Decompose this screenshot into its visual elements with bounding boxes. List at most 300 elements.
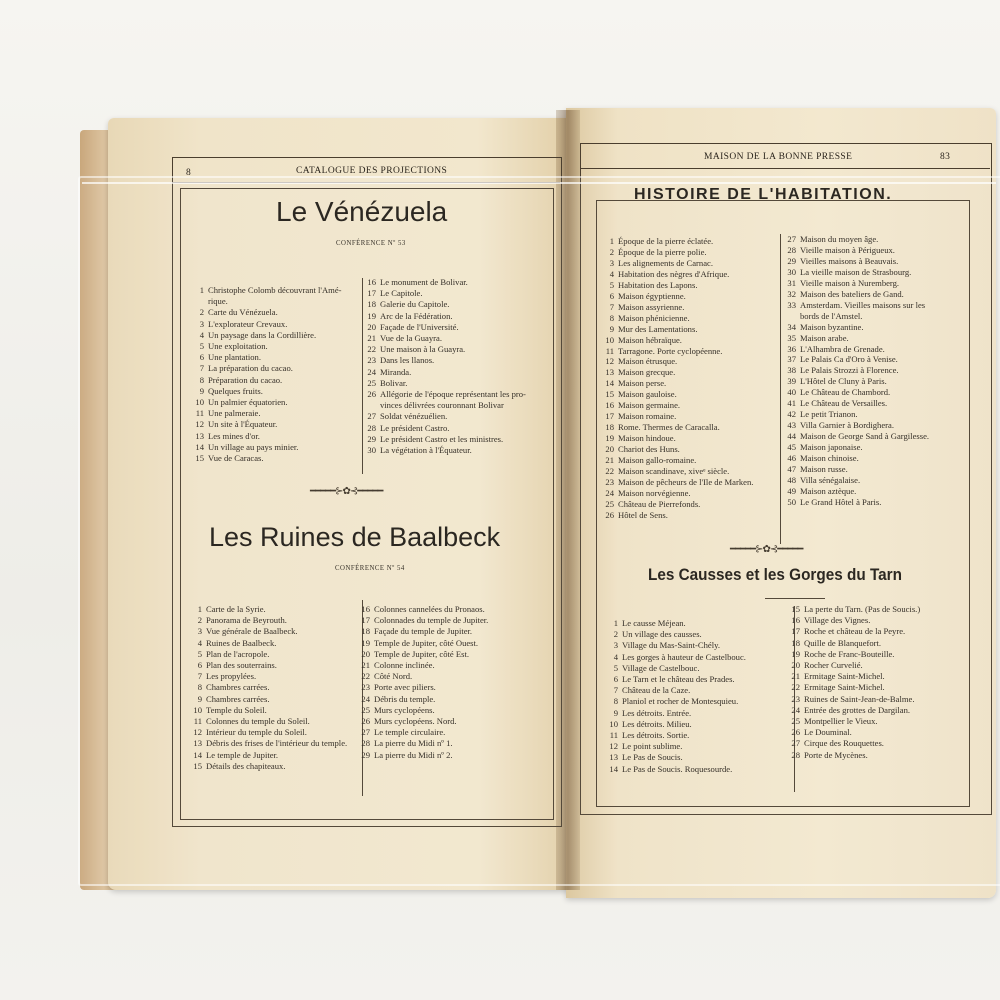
list-item xyxy=(782,267,929,278)
item-text: La préparation du cacao. xyxy=(208,363,293,374)
list-item xyxy=(188,649,347,660)
item-text: Entrée des grottes de Dargilan. xyxy=(804,704,911,715)
item-number: 1 xyxy=(197,604,202,614)
section-title: Les Ruines de Baalbeck xyxy=(209,522,501,552)
item-text: Côté Nord. xyxy=(374,671,413,682)
item-text: Miranda. xyxy=(380,366,412,377)
item-number: 18 xyxy=(605,422,614,433)
list-item xyxy=(356,604,488,615)
item-text: Le président Castro. xyxy=(380,422,450,433)
item-number: 43 xyxy=(787,420,796,431)
list-item xyxy=(782,245,929,256)
item-number: 10 xyxy=(193,704,202,715)
list-item xyxy=(362,434,526,445)
list-item xyxy=(604,685,746,696)
item-number: 22 xyxy=(361,671,370,682)
list-item xyxy=(600,455,753,466)
list-item xyxy=(188,750,347,761)
item-text: Murs cyclopéens. Nord. xyxy=(374,716,457,727)
item-text: Le petit Trianon. xyxy=(800,409,858,420)
item-text: Maison gauloise. xyxy=(618,389,677,400)
list-item xyxy=(600,302,753,313)
item-text: Une maison à la Guayra. xyxy=(380,344,466,355)
list-item xyxy=(362,344,526,355)
item-number: 49 xyxy=(787,485,796,496)
item-number: 25 xyxy=(605,498,614,509)
list-item xyxy=(190,375,342,386)
conference-label: CONFÉRENCE Nº 54 xyxy=(335,565,405,572)
item-text: Maison japonaise. xyxy=(800,442,863,453)
item-text: Plan de l'acropole. xyxy=(206,648,270,659)
item-number: 23 xyxy=(791,693,800,704)
item-text: Maison norvégienne. xyxy=(618,487,691,498)
list-item xyxy=(786,727,920,738)
item-text: Maison chinoise. xyxy=(800,453,859,464)
item-number: 23 xyxy=(361,682,370,693)
left-page-header: CATALOGUE DES PROJECTIONS xyxy=(296,166,448,176)
item-number: 13 xyxy=(193,738,202,749)
item-number: 20 xyxy=(367,321,376,332)
list-item xyxy=(600,313,753,324)
item-number: 1 xyxy=(609,236,614,246)
list-item xyxy=(782,365,929,376)
item-number: 22 xyxy=(367,344,376,355)
list-item xyxy=(600,389,753,400)
item-text: Maison hindoue. xyxy=(618,433,676,444)
item-text: Maison phénicienne. xyxy=(618,312,690,323)
list-item xyxy=(782,409,929,420)
item-text: Chambres carrées. xyxy=(206,682,270,693)
item-text: Vue de la Guayra. xyxy=(380,333,442,344)
list-item xyxy=(604,708,746,719)
title-underline xyxy=(765,598,825,599)
item-text: Arc de la Fédération. xyxy=(380,310,453,321)
list-item xyxy=(600,444,753,455)
item-text: Vue générale de Baalbeck. xyxy=(206,626,298,637)
list-item xyxy=(190,408,342,419)
item-text: Le Tarn et le château des Prades. xyxy=(622,674,735,685)
list-item xyxy=(782,234,929,245)
list-item xyxy=(188,738,347,749)
item-text: Un village des causses. xyxy=(622,629,702,640)
list-item xyxy=(782,344,929,355)
item-text: L'explorateur Crevaux. xyxy=(208,318,288,329)
item-number: 13 xyxy=(609,752,618,763)
list-item xyxy=(604,696,746,707)
item-text: Un paysage dans la Cordillière. xyxy=(208,329,317,340)
item-text: Murs cyclopéens. xyxy=(374,704,435,715)
item-number: 1 xyxy=(613,618,618,628)
list-item xyxy=(782,497,929,508)
list-item xyxy=(190,319,342,330)
list-item xyxy=(188,682,347,693)
item-number: 12 xyxy=(609,741,618,752)
item-text: Maison aztèque. xyxy=(800,485,857,496)
item-number: 19 xyxy=(361,637,370,648)
list-item xyxy=(604,652,746,663)
item-text: Époque de la pierre polie. xyxy=(618,246,707,257)
item-number: 44 xyxy=(787,431,796,442)
section-title: Les Causses et les Gorges du Tarn xyxy=(648,565,902,584)
list-item xyxy=(786,626,920,637)
list-column-tarn-2 xyxy=(786,604,920,761)
item-text: Villa Garnier à Bordighera. xyxy=(800,420,894,431)
item-number: 4 xyxy=(609,268,614,279)
list-item xyxy=(600,422,753,433)
item-text: Le point sublime. xyxy=(622,741,683,752)
item-text: Vieilles maisons à Beauvais. xyxy=(800,255,899,266)
item-text: Planiol et rocher de Montesquieu. xyxy=(622,696,739,707)
item-number: 45 xyxy=(787,442,796,453)
list-item xyxy=(786,660,920,671)
section-ornament: ━━━━━⊱✿⊰━━━━━ xyxy=(310,486,383,497)
item-text: Colonnes du temple du Soleil. xyxy=(206,716,310,727)
item-number: 28 xyxy=(787,244,796,255)
item-text: vinces délivrées couronnant Bolivar xyxy=(380,400,504,411)
item-number: 12 xyxy=(193,727,202,738)
item-number: 15 xyxy=(605,389,614,400)
list-item xyxy=(356,660,488,671)
item-number: 9 xyxy=(609,323,614,334)
list-item xyxy=(786,649,920,660)
item-number: 3 xyxy=(197,626,202,637)
list-item xyxy=(362,367,526,378)
list-column-venezuela-2 xyxy=(362,277,526,456)
item-number: 2 xyxy=(197,615,202,626)
item-text: L'Hôtel de Cluny à Paris. xyxy=(800,376,887,387)
item-text: Allégorie de l'époque représentant les pro- xyxy=(380,389,526,400)
item-number: 17 xyxy=(791,626,800,637)
list-item xyxy=(600,269,753,280)
item-text: Tarragone. Porte cyclopéenne. xyxy=(618,345,723,356)
list-column-habitation-2 xyxy=(782,234,929,508)
item-number: 26 xyxy=(367,389,376,400)
item-text: Ruines de Saint-Jean-de-Balme. xyxy=(804,693,915,704)
list-item xyxy=(190,285,342,296)
item-text: Rocher Curvelié. xyxy=(804,660,863,671)
item-number: 12 xyxy=(195,419,204,430)
item-number: 11 xyxy=(195,408,204,419)
item-number: 29 xyxy=(367,433,376,444)
item-number: 1 xyxy=(199,285,204,295)
item-number: 14 xyxy=(193,749,202,760)
item-text: Les gorges à hauteur de Castelbouc. xyxy=(622,651,746,662)
item-text: Hôtel de Sens. xyxy=(618,509,668,520)
list-item xyxy=(786,604,920,615)
list-item xyxy=(188,694,347,705)
item-text: Le temple circulaire. xyxy=(374,727,446,738)
item-number: 19 xyxy=(367,310,376,321)
item-number: 11 xyxy=(193,716,202,727)
item-text: Les alignements de Carnac. xyxy=(618,257,713,268)
item-number: 2 xyxy=(609,246,614,257)
item-text: Habitation des nègres d'Afrique. xyxy=(618,268,730,279)
item-text: Le président Castro et les ministres. xyxy=(380,433,504,444)
list-item xyxy=(600,400,753,411)
item-number: 27 xyxy=(787,234,796,244)
list-item xyxy=(600,236,753,247)
item-number: 38 xyxy=(787,365,796,376)
list-item xyxy=(600,324,753,335)
list-item xyxy=(190,341,342,352)
item-text: rique. xyxy=(208,296,228,307)
item-number: 17 xyxy=(605,411,614,422)
list-item xyxy=(600,488,753,499)
list-item xyxy=(356,705,488,716)
item-number: 21 xyxy=(367,333,376,344)
list-item xyxy=(604,730,746,741)
item-number: 5 xyxy=(613,662,618,673)
item-text: Un site à l'Équateur. xyxy=(208,419,278,430)
item-text: Vue de Caracas. xyxy=(208,453,264,464)
list-item xyxy=(188,604,347,615)
list-item xyxy=(362,423,526,434)
list-item xyxy=(786,682,920,693)
item-number: 46 xyxy=(787,453,796,464)
item-text: Époque de la pierre éclatée. xyxy=(618,236,714,246)
item-number: 36 xyxy=(787,343,796,354)
item-number: 24 xyxy=(361,693,370,704)
list-item xyxy=(362,299,526,310)
item-text: Colonne inclinée. xyxy=(374,660,435,671)
item-text: Roche et château de la Peyre. xyxy=(804,626,906,637)
item-number: 14 xyxy=(605,378,614,389)
item-text: La pierre du Midi nº 1. xyxy=(374,738,453,749)
item-number: 22 xyxy=(605,466,614,477)
list-item xyxy=(782,486,929,497)
item-number: 4 xyxy=(197,637,202,648)
item-text: Débris des frises de l'intérieur du temple. xyxy=(206,738,348,749)
list-item xyxy=(600,466,753,477)
item-text: Ermitage Saint-Michel. xyxy=(804,671,885,682)
item-number: 7 xyxy=(613,685,618,696)
item-number: 20 xyxy=(605,444,614,455)
list-item xyxy=(600,433,753,444)
list-column-habitation-1 xyxy=(600,236,753,521)
item-text: Façade du temple de Jupiter. xyxy=(374,626,473,637)
item-number: 37 xyxy=(787,354,796,365)
list-item xyxy=(362,288,526,299)
item-number: 23 xyxy=(605,476,614,487)
list-item xyxy=(604,663,746,674)
list-item xyxy=(188,705,347,716)
item-number: 7 xyxy=(197,671,202,682)
item-text: Maison germaine. xyxy=(618,400,681,411)
item-text: Vieille maison à Périgueux. xyxy=(800,244,895,255)
item-text: Maison hébraïque. xyxy=(618,334,682,345)
list-item xyxy=(362,355,526,366)
item-number: 16 xyxy=(791,615,800,626)
list-item xyxy=(604,752,746,763)
item-text: Détails des chapiteaux. xyxy=(206,760,286,771)
item-number: 6 xyxy=(197,660,202,671)
list-item xyxy=(782,453,929,464)
item-number: 8 xyxy=(609,312,614,323)
item-text: Village des Vignes. xyxy=(804,615,871,626)
list-item xyxy=(362,311,526,322)
item-text: Les détroits. Milieu. xyxy=(622,718,692,729)
list-item xyxy=(786,716,920,727)
list-item xyxy=(356,750,488,761)
item-text: Le Château de Versailles. xyxy=(800,398,888,409)
item-number: 29 xyxy=(787,255,796,266)
item-number: 34 xyxy=(787,321,796,332)
list-item xyxy=(362,322,526,333)
item-text: Maison arabe. xyxy=(800,332,849,343)
conference-label: CONFÉRENCE Nº 53 xyxy=(336,240,406,247)
item-text: Maison perse. xyxy=(618,378,667,389)
list-item xyxy=(190,352,342,363)
item-text: Maison russe. xyxy=(800,464,848,475)
item-text: Ermitage Saint-Michel. xyxy=(804,682,885,693)
item-number: 18 xyxy=(361,626,370,637)
item-text: Maison du moyen âge. xyxy=(800,234,879,244)
item-number: 50 xyxy=(787,496,796,507)
list-item xyxy=(190,363,342,374)
item-number: 27 xyxy=(367,411,376,422)
list-item xyxy=(782,354,929,365)
item-number: 35 xyxy=(787,332,796,343)
list-item xyxy=(782,278,929,289)
item-number: 6 xyxy=(613,674,618,685)
list-item xyxy=(782,300,929,311)
item-text: Carte de la Syrie. xyxy=(206,604,266,614)
section-title: Le Vénézuela xyxy=(276,196,448,227)
item-number: 6 xyxy=(199,352,204,363)
list-item xyxy=(600,510,753,521)
item-text: Le Pas de Soucis. xyxy=(622,752,683,763)
item-number: 16 xyxy=(367,277,376,287)
list-item xyxy=(786,615,920,626)
item-text: Façade de l'Université. xyxy=(380,321,459,332)
item-text: Une exploitation. xyxy=(208,341,268,352)
item-text: Le Palais Strozzi à Florence. xyxy=(800,365,899,376)
item-number: 11 xyxy=(609,730,618,741)
item-text: L'Alhambra de Grenade. xyxy=(800,343,885,354)
item-text: Le Grand Hôtel à Paris. xyxy=(800,496,882,507)
item-number: 33 xyxy=(787,299,796,310)
list-item xyxy=(190,397,342,408)
item-text: Maison égyptienne. xyxy=(618,290,686,301)
item-number: 27 xyxy=(361,727,370,738)
list-item xyxy=(782,376,929,387)
list-item xyxy=(188,626,347,637)
item-number: 18 xyxy=(367,299,376,310)
item-number: 16 xyxy=(605,400,614,411)
item-number: 4 xyxy=(613,651,618,662)
item-text: Préparation du cacao. xyxy=(208,374,283,385)
item-number: 19 xyxy=(605,433,614,444)
list-item xyxy=(600,356,753,367)
item-text: Village du Mas-Saint-Chély. xyxy=(622,640,720,651)
item-text: Panorama de Beyrouth. xyxy=(206,615,287,626)
item-number: 20 xyxy=(791,660,800,671)
item-number: 18 xyxy=(791,637,800,648)
item-text: Colonnes cannelées du Pronaos. xyxy=(374,604,485,614)
item-number: 13 xyxy=(605,367,614,378)
item-text: Rome. Thermes de Caracalla. xyxy=(618,422,720,433)
list-item xyxy=(782,475,929,486)
item-text: La végétation à l'Équateur. xyxy=(380,445,472,456)
item-number: 48 xyxy=(787,474,796,485)
list-item xyxy=(190,386,342,397)
item-text: Débris du temple. xyxy=(374,693,436,704)
list-item xyxy=(362,277,526,288)
item-text: Une palmeraie. xyxy=(208,408,261,419)
item-number: 29 xyxy=(361,749,370,760)
list-item xyxy=(600,291,753,302)
item-text: Vieille maison à Nuremberg. xyxy=(800,277,900,288)
list-item xyxy=(356,671,488,682)
item-text: Galerie du Capitole. xyxy=(380,299,450,310)
right-page-header: MAISON DE LA BONNE PRESSE xyxy=(704,152,853,162)
list-item xyxy=(604,741,746,752)
section-title: HISTOIRE DE L'HABITATION. xyxy=(634,186,893,203)
list-item xyxy=(786,705,920,716)
list-item xyxy=(600,499,753,510)
item-number: 24 xyxy=(791,704,800,715)
item-number: 40 xyxy=(787,387,796,398)
item-text: Carte du Vénézuela. xyxy=(208,307,278,318)
list-column-baalbeck-1 xyxy=(188,604,347,772)
item-text: Maison grecque. xyxy=(618,367,676,378)
item-text: Chariot des Huns. xyxy=(618,444,680,455)
list-item xyxy=(188,671,347,682)
item-number: 31 xyxy=(787,277,796,288)
list-item xyxy=(782,311,929,322)
item-text: Porte de Mycènes. xyxy=(804,749,868,760)
list-item xyxy=(600,247,753,258)
list-item xyxy=(600,346,753,357)
item-text: Quille de Blanquefort. xyxy=(804,637,882,648)
list-item xyxy=(190,307,342,318)
list-item xyxy=(786,638,920,649)
list-item xyxy=(190,431,342,442)
list-item xyxy=(600,378,753,389)
list-item xyxy=(604,719,746,730)
item-text: Roche de Franc-Bouteille. xyxy=(804,648,895,659)
item-text: bords de l'Amstel. xyxy=(800,310,863,321)
item-text: Château de la Caze. xyxy=(622,685,691,696)
item-text: Habitation des Lapons. xyxy=(618,279,698,290)
list-item xyxy=(362,411,526,422)
list-item xyxy=(362,378,526,389)
list-item xyxy=(782,431,929,442)
list-item xyxy=(356,738,488,749)
list-item xyxy=(786,671,920,682)
list-item xyxy=(786,694,920,705)
item-number: 20 xyxy=(361,648,370,659)
item-number: 28 xyxy=(791,749,800,760)
list-item xyxy=(604,629,746,640)
item-number: 16 xyxy=(361,604,370,614)
item-text: Maison étrusque. xyxy=(618,356,678,367)
list-item xyxy=(188,716,347,727)
item-number: 14 xyxy=(609,763,618,774)
item-number: 26 xyxy=(605,509,614,520)
item-text: Amsterdam. Vieilles maisons sur les xyxy=(800,299,926,310)
list-item xyxy=(190,453,342,464)
list-item xyxy=(356,716,488,727)
list-item xyxy=(188,615,347,626)
item-text: Temple de Jupiter, côté Est. xyxy=(374,648,469,659)
list-item xyxy=(356,694,488,705)
item-number: 11 xyxy=(605,345,614,356)
list-item xyxy=(190,442,342,453)
list-item xyxy=(604,618,746,629)
list-item xyxy=(356,615,488,626)
item-text: Les détroits. Entrée. xyxy=(622,707,692,718)
